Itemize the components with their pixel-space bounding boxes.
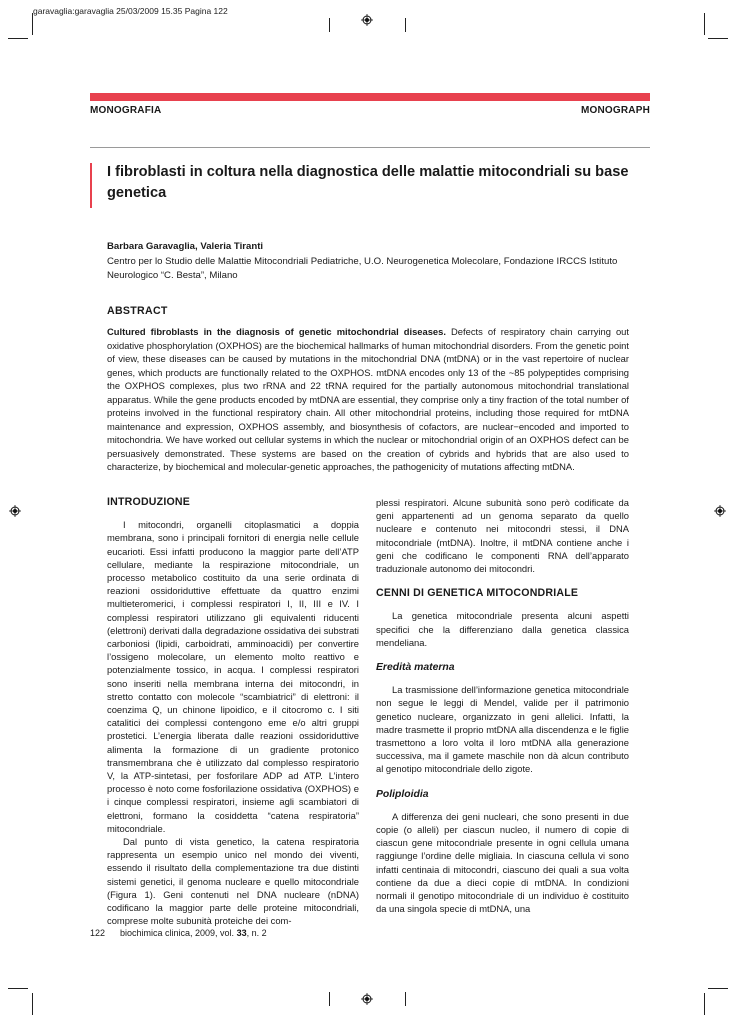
- paragraph: Dal punto di vista genetico, la catena respiratoria rappresenta un esempio unico nel mondo dei viventi, essendo il risultato della complementazione tra due distinti sistemi genetici, il genoma nucleare e quello mitocondriale (Figura 1). Geni contenuti nel DNA nucleare (nDNA) codificano la maggior parte delle proteine mitocondriali, comprese molte subunità proteiche dei com-: [107, 836, 359, 927]
- paragraph: plessi respiratori. Alcune subunità sono però codificate da geni appartenenti ad un genoma separato da quello nucleare e contenuto nei mitocondri stessi, il DNA mitocondriale (mtDNA). Inoltre, il mtDNA contiene anche i geni che codificano le componenti RNA dell’apparato traduzionale autonomo dei mitocondri.: [376, 497, 629, 575]
- affiliation: Centro per lo Studio delle Malattie Mitocondriali Pediatriche, U.O. Neurogenetica Molecolare, Fondazione IRCCS Istituto Neurologico “C. Besta”, Milano: [107, 256, 618, 281]
- right-column: [376, 496, 629, 915]
- crop-mark: [704, 13, 705, 35]
- abstract-heading: ABSTRACT: [107, 305, 168, 317]
- header-band: [90, 93, 650, 101]
- crop-mark: [8, 38, 28, 39]
- registration-mark-icon: [9, 505, 21, 517]
- crop-mark: [704, 993, 705, 1015]
- page-number: 122: [90, 928, 106, 938]
- paragraph: A differenza dei geni nucleari, che sono presenti in due copie (o alleli) per ciascun nucleo, il numero di copie di ciascun gene mitocondriale presente in ogni cellula umana raggiunge l’ordine delle migliaia. In ciascuna cellula vi sono infatti centinaia di mitocondri, ciascuno dei quali a sua volta contiene da due a dieci copie di mtDNA. In condizioni normali il genotipo mitocondriale di un individuo è costituito da una singola specie di mtDNA, una: [376, 810, 629, 915]
- registration-mark-icon: [714, 505, 726, 517]
- crop-mark: [405, 992, 406, 1006]
- abstract-body: Defects of respiratory chain carrying out oxidative phosphorylation (OXPHOS) are the biochemical hallmarks of human mitochondrial disorders. From the genetic point of view, these diseases can be caused by mutations in the mitochondrial DNA (mtDNA) or in the vast repertoire of nuclear genes, which products are functionally related to the OXPHOS. mtDNA encodes only 13 of the ~85 polypeptides comprising the OXPHOS complexes, plus two rRNA and 22 tRNA required for the partially autonomous mitochondrial translational apparatus. While the gene products encoded by mtDNA are essential, they comprise only a tiny fraction of the total number of proteins involved in the functional respiratory chain. All other mitochondrial proteins, including those required for mtDNA maintenance and expression, OXPHOS assembly, and biosynthesis of cofactors, are nuclear−encoded and imported to mitochondria. We have worked out cellular systems in which the nuclear or mitochondrial origin of an OXPHOS defect can be persuasively demonstrated. These systems are based on the creation of cybrids and hybrids that are also used to characterize, by biochemical and molecular-genetic approaches, the pathogenicity of mutations affecting mtDNA.: [107, 326, 629, 472]
- paragraph: La trasmissione dell’informazione genetica mitocondriale non segue le leggi di Mendel, valide per il patrimonio genetico nucleare, organizzato in geni allelici. Infatti, la madre trasmette il proprio mtDNA alla discendenza e le figlie trasmettono a loro volta il loro mtDNA alla generazione successiva, ma il gamete maschile non dà alcun contributo al genotipo mitocondriale dello zigote.: [376, 684, 629, 775]
- crop-mark: [708, 988, 728, 989]
- crop-mark: [329, 992, 330, 1006]
- journal-citation: [120, 928, 267, 938]
- crop-mark: [405, 18, 406, 32]
- citation-volume: 33: [236, 928, 247, 938]
- abstract-text: [107, 325, 629, 474]
- subsection-heading: Poliploidia: [376, 788, 429, 800]
- section-label-left: MONOGRAFIA: [90, 105, 162, 116]
- crop-mark: [329, 18, 330, 32]
- section-heading: CENNI DI GENETICA MITOCONDRIALE: [376, 587, 579, 600]
- citation-suffix: , n. 2: [246, 928, 267, 938]
- registration-mark-icon: [361, 993, 373, 1005]
- registration-mark-icon: [361, 14, 373, 26]
- header-rule: [90, 147, 650, 148]
- crop-mark: [8, 988, 28, 989]
- crop-mark: [32, 13, 33, 35]
- section-heading: INTRODUZIONE: [107, 496, 191, 508]
- crop-mark: [32, 993, 33, 1015]
- abstract-lead: Cultured fibroblasts in the diagnosis of genetic mitochondrial diseases.: [107, 326, 446, 337]
- authors: Barbara Garavaglia, Valeria Tiranti: [107, 241, 264, 252]
- citation-prefix: biochimica clinica, 2009, vol.: [120, 928, 237, 938]
- section-label-right: MONOGRAPH: [580, 105, 650, 116]
- paragraph: La genetica mitocondriale presenta alcuni aspetti specifici che la differenziano dalla genetica classica mendeliana.: [376, 610, 629, 648]
- print-slug: garavaglia:garavaglia 25/03/2009 15.35 Pagina 122: [33, 6, 228, 16]
- crop-mark: [708, 38, 728, 39]
- subsection-heading: Eredità materna: [376, 662, 455, 674]
- article-title: I fibroblasti in coltura nella diagnostica delle malattie mitocondriali su base genetica: [107, 164, 629, 201]
- left-column: [107, 496, 359, 928]
- paragraph: I mitocondri, organelli citoplasmatici a doppia membrana, sono i principali fornitori di energia nelle cellule eucarioti. Essi infatti producono la maggior parte dell’ATP cellulare, mediante la respirazione mitocondriale, un processo metabolico costituito da una serie ordinata di reazioni ossidoriduttive effettuate da quattro enzimi multieteromerici, i complessi respiratori I, II, III e IV. I complessi respiratori utilizzano gli equivalenti riducenti (elettroni) derivati dalla degradazione ossidativa dei substrati carboniosi (lipidi, carboidrati, amminoacidi) per convertire l’ossigeno molecolare, un elemento molto reattivo e potenzialmente tossico, in acqua. I complessi respiratori sono inseriti nella membrana interna dei mitocondri, in stretto contatto con molecole “scambiatrici” di elettroni: il coenzima Q, un chinone lipoidico, e il citocromo c. I siti catalitici dei complessi contengono eme e/o altri gruppi prostetici. L’energia liberata dalle reazioni ossidoriduttive alimenta la formazione di un gradiente protonico transmembrana che è utilizzato dal complesso respiratorio V, la ATP-sintetasi, per fosforilare ADP ad ATP. L’intero processo è noto come fosforilazione ossidativa (OXPHOS) e i cinque complessi respiratori, insieme agli scambiatori di elettroni, formano la cosiddetta “catena respiratoria” mitocondriale.: [107, 519, 359, 834]
- title-accent-bar: [90, 163, 92, 208]
